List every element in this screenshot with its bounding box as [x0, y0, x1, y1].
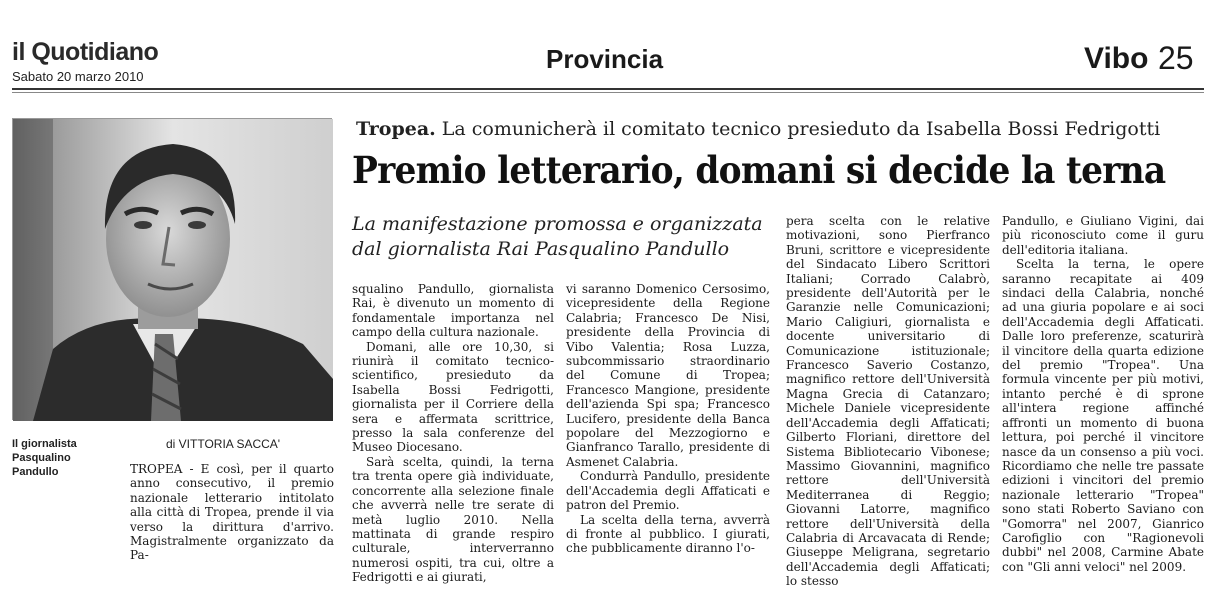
- article-column-4: [786, 214, 990, 589]
- paragraph: pera scelta con le relative motivazioni, sono Pierfranco Bruni, scrittore e vicepresidente del Sindacato Libero Scrittori Italiani; Corrado Calabrò, presidente dell'Autorità per le Garanzie nelle Comunicazioni; Mario Caligiuri, giornalista e docente universitario di Comunicazione istituzionale; Francesco Saverio Costanzo, magnifico rettore dell'Università Magna Grecia di Catanzaro; Michele Daniele vicepresidente dell'Accademia degli Affaticati; Gilberto Floriani, direttore del Sistema Bibliotecario Vibonese; Massimo Giovannini, magnifico rettore dell'Università Mediterranea di Reggio; Giovanni Latorre, magnifico rettore dell'Università della Calabria di Arcavacata di Rende; Giuseppe Meligrana, segretario dell'Accademia degli Affaticati; lo stesso: [786, 214, 990, 589]
- kicker: [356, 118, 1160, 140]
- paragraph: TROPEA - E così, per il quarto anno consecutivo, il premio nazionale letterario intitolato alla città di Tropea, prende il via verso la dirittura d'arrivo. Magistralmente organizzato da Pa-: [130, 462, 334, 563]
- header-rule: [12, 88, 1204, 90]
- headline: Premio letterario, domani si decide la terna: [352, 148, 1166, 192]
- header-rule-thin: [12, 92, 1204, 93]
- paragraph: vi saranno Domenico Cersosimo, vicepresidente della Regione Calabria; Francesco De Nisi, presidente della Provincia di Vibo Valentia; Rosa Luzza, subcommissario straordinario del Comune di Tropea; Francesco Mangione, presidente dell'azienda Spi spa; Francesco Lucifero, presidente della Banca popolare del Mezzogiorno e Gianfranco Tarallo, presidente di Asmenet Calabria.: [566, 282, 770, 469]
- subheadline: La manifestazione promossa e organizzata dal giornalista Rai Pasqualino Pandullo: [352, 213, 763, 260]
- paragraph: La scelta della terna, avverrà di fronte al pubblico. I giurati, che pubblicamente diranno l'o-: [566, 512, 770, 556]
- paragraph: Pandullo, e Giuliano Vigini, dai più riconosciuto come il guru dell'editoria italiana.: [1002, 214, 1204, 257]
- portrait-photo: [12, 118, 332, 420]
- byline: di VITTORIA SACCA': [166, 437, 281, 451]
- kicker-place: Tropea.: [356, 118, 436, 140]
- masthead-logo: il Quotidiano: [12, 38, 159, 66]
- kicker-text: La comunicherà il comitato tecnico presieduto da Isabella Bossi Fedrigotti: [435, 118, 1161, 140]
- page-number: 25: [1158, 40, 1194, 76]
- locale-title: Vibo: [1084, 42, 1149, 75]
- article-column-1: [130, 462, 334, 563]
- photo-caption: Il giornalista Pasqualino Pandullo: [12, 438, 77, 478]
- article-column-2: [352, 282, 554, 585]
- paragraph: squalino Pandullo, giornalista Rai, è divenuto un momento di fondamentale importanza nel campo della cultura nazionale.: [352, 282, 554, 340]
- paragraph: Sarà scelta, quindi, la terna tra trenta opere già individuate, concorrente alla selezione finale che avverrà nelle tre serate di metà luglio 2010. Nella mattinata di grande respiro culturale, interverranno numerosi ospiti, tra cui, oltre a Fedrigotti e ai giurati,: [352, 454, 554, 585]
- article-column-3: [566, 282, 770, 556]
- paragraph: Domani, alle ore 10,30, si riunirà il comitato tecnico-scientifico, presieduto da Isabella Bossi Fedrigotti, giornalista per il Corriere della sera e affermata scrittrice, presso la sala conferenze del Museo Diocesano.: [352, 339, 554, 455]
- paragraph: Condurrà Pandullo, presidente dell'Accademia degli Affaticati e patron del Premio.: [566, 469, 770, 513]
- issue-date: Sabato 20 marzo 2010: [12, 69, 144, 84]
- section-title: Provincia: [546, 44, 664, 74]
- article-column-5: [1002, 214, 1204, 574]
- paragraph: Scelta la terna, le opere saranno recapitate ai 409 sindaci della Calabria, nonché ad una giuria popolare e ai soci dell'Accademia degli Affaticati. Dalle loro preferenze, scaturirà il vincitore della quarta edizione del premio "Tropea". Una formula vincente per più motivi, intanto perché è di sprone all'intera regione affinché affronti un momento di buona lettura, poi perché il vincitore nasce da un consenso a più voci. Ricordiamo che nelle tre passate edizioni i vincitori del premio nazionale letterario "Tropea" sono stati Roberto Saviano con "Gomorra" nel 2007, Gianrico Carofiglio con "Ragionevoli dubbi" nel 2008, Carmine Abate con "Gli anni veloci" nel 2009.: [1002, 257, 1204, 574]
